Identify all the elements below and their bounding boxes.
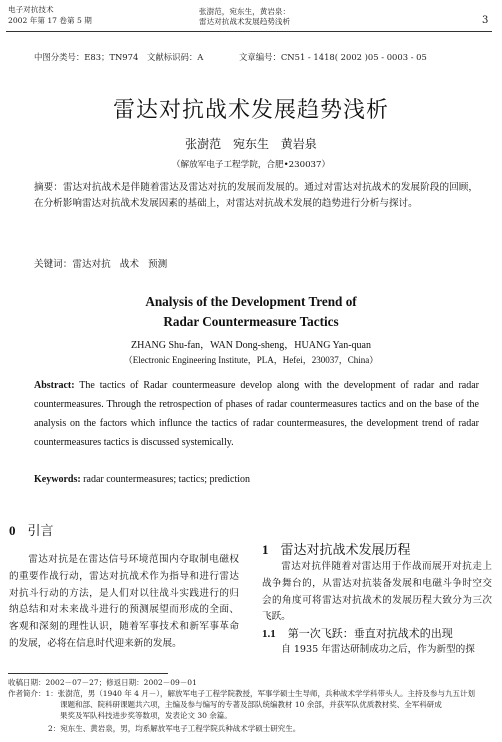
section-0-heading: [9, 520, 54, 539]
footnote-bio-1b: 课题和部、院科研课题共六项，主编及参与编写的专著及部队统编教材 10 余部，并获军队优质教材奖、全军科研成: [60, 700, 442, 709]
article-number: 文章编号：CN51 - 1418( 2002 )05 - 0003 - 05: [239, 52, 427, 62]
footnote-bio-1a: 作者简介：1：张澍范，男（1940 年 4 月－），解放军电子工程学院教授，军事学硕士生导师，兵种战术学学科带头人。主持及参与九五计划: [8, 689, 476, 698]
subsection-1-1-paragraph: 自 1935 年雷达研制成功之后，作为新型的探: [281, 644, 475, 655]
running-authors: 张澍范，宛东生，黄岩泉：: [199, 7, 291, 16]
subsection-1-1-number: 1.1: [262, 628, 276, 640]
keywords-cn: 关键词：雷达对抗 战术 预测: [34, 259, 168, 270]
journal-issue: 2002 年第 17 卷第 5 期: [8, 16, 92, 25]
section-1-title: 雷达对抗战术发展历程: [280, 543, 411, 558]
journal-name: 电子对抗技术: [8, 5, 54, 14]
section-0-body: [9, 552, 239, 653]
affiliation-en: （Electronic Engineering Institute，PLA，Hefei，230037，China）: [123, 355, 379, 365]
section-0-title: 引言: [27, 524, 54, 539]
section-0-paragraph: 雷达对抗是在雷达信号环境范围内夺取制电磁权的重要作战行动，雷达对抗战术作为指导和进行雷达对抗斗行动的方法，是人们对以往战斗实践进行的归纳总结和对未来战斗进行的预测展望而形成的全面、客观和深刻的理性认识，随着军事技术和新军事革命的发展，必将在信息时代迎来新的发展。: [9, 554, 239, 649]
document-code: 文献标识码：A: [147, 52, 204, 62]
abstract-en-text: The tactics of Radar countermeasure develop along with the development of radar and radar countermeasures. Through the retrospection of phases of radar countermeasures tactics and on the base of the analysis on the factors which influnce the tactics of radar countermeasures, the development trend of radar countermeasures tactics is discussed systemically.: [34, 380, 479, 448]
section-1-body: [262, 559, 492, 626]
subsection-1-1-heading: [262, 625, 453, 641]
footnote-bio-1c: 果奖及军队科技进步奖等数项，发表论文 30 余篇。: [60, 711, 232, 720]
abstract-cn: 摘要：雷达对抗战术是伴随着雷达及雷达对抗的发展而发展的。通过对雷达对抗战术的发展阶段的回顾，在分析影响雷达对抗战术发展因素的基础上，对雷达对抗战术发展的趋势进行分析与探讨。: [34, 182, 478, 210]
title-en-line1: Analysis of the Development Trend of: [145, 294, 357, 309]
header-rule: [6, 31, 492, 32]
keywords-en-text: radar countermeasures; tactics; prediction: [80, 474, 251, 485]
keywords-en: [34, 474, 250, 485]
authors-en: ZHANG Shu-fan，WAN Dong-sheng，HUANG Yan-quan: [131, 340, 371, 351]
authors-cn: 张澍范 宛东生 黄岩泉: [185, 137, 317, 151]
abstract-en: [34, 376, 479, 452]
section-1-number: 1: [262, 542, 269, 557]
clc-number: 中图分类号：E83；TN974: [34, 52, 139, 62]
affiliation-cn: （解放军电子工程学院，合肥•230037）: [171, 160, 331, 170]
section-0-number: 0: [9, 523, 16, 538]
footnote-rule: [8, 673, 168, 674]
page-number: 3: [482, 15, 489, 26]
title-cn: 雷达对抗战术发展趋势浅析: [112, 98, 389, 123]
abstract-en-label: Abstract:: [34, 380, 75, 391]
footnote-dates: 收稿日期：2002－07－27；修返日期：2002－09－01: [8, 678, 197, 687]
footnote-bio-2: 2：宛东生、黄岩泉，男，均系解放军电子工程学院兵种战术学硕士研究生。: [48, 724, 301, 733]
running-title: 雷达对抗战术发展趋势浅析: [199, 17, 291, 26]
section-1-paragraph: 雷达对抗伴随着对雷达用于作战而展开对抗走上战争舞台的，从雷达对抗装备发展和电磁斗争时空交会的角度可将雷达对抗战术的发展历程大致分为三次飞跃。: [262, 561, 492, 623]
subsection-1-1-title: 第一次飞跃：垂直对抗战术的出现: [287, 627, 453, 640]
subsection-1-1-body: [262, 642, 492, 659]
title-en-line2: Radar Countermeasure Tactics: [163, 314, 339, 329]
keywords-en-label: Keywords:: [34, 474, 81, 485]
section-1-heading: [262, 539, 411, 558]
